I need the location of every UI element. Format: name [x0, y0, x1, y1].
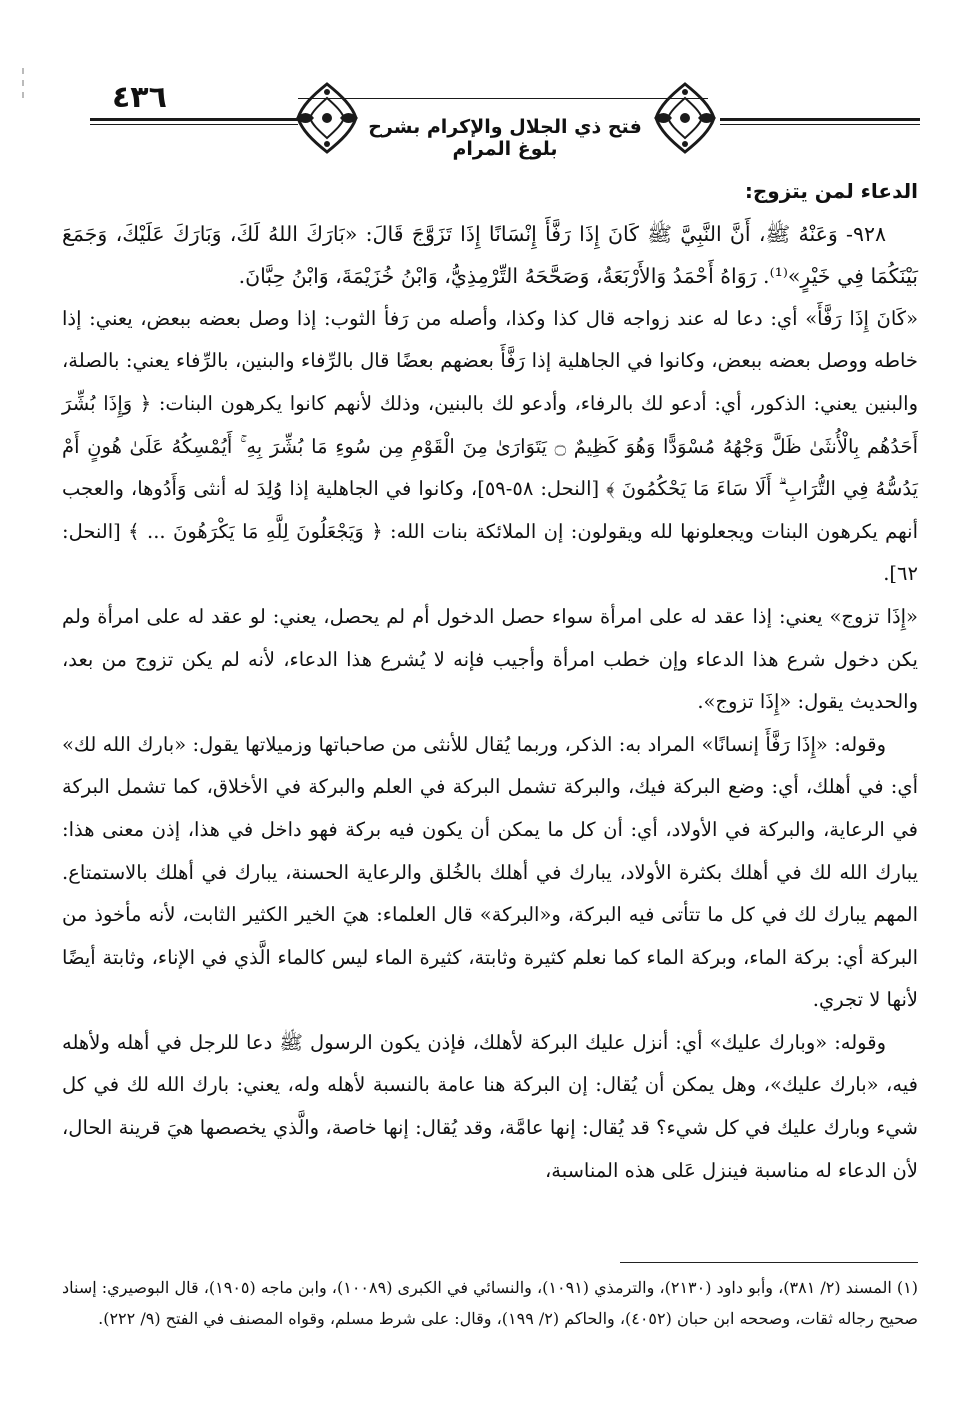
left-ornament-icon — [292, 78, 362, 158]
header-rule-left — [90, 118, 298, 121]
margin-marks — [20, 68, 26, 98]
page-number: ٤٣٦ — [112, 80, 167, 115]
page-header — [60, 78, 920, 158]
main-text — [62, 170, 918, 1192]
footnote-1: (١) المسند (٢/ ٣٨١)، وأبو داود (٢١٣٠)، والترمذي (١٠٩١)، والنسائي في الكبرى (١٠٠٨٩)، وابن ماجه (١٩٠٥)، قال البوصيري: إسناد صحيح رجاله ثقات، وصححه ابن حبان (٤٠٥٢)، والحاكم (٢/ ١٩٩)، وقال: على شرط مسلم، وقواه المصنف في الفتح (٩/ ٢٢٢). — [62, 1278, 919, 1328]
commentary-paragraph-4: وقوله: «وبارك عليك» أي: أنزل عليك البركة لأهلك، فإذن يكون الرسول ﷺ دعا للرجل في أهله ولأهله فيه، «بارك عليك»، وهل يمكن أن يُقال: إن البركة هنا عامة بالنسبة لأهله وله، يعني: بارك الله لك في كل شيء وبارك عليك في كل شيء؟ قد يُقال: إنها عامَّة، وقد يُقال: إنها خاصة، والَّذي يخصصها هيَ قرينة الحال، لأن الدعاء له مناسبة فينزل عَلى هذه المناسبة، — [62, 1030, 918, 1182]
footnote-divider — [620, 1262, 918, 1263]
section-title: الدعاء لمن يتزوج: — [744, 179, 918, 203]
right-ornament-icon — [650, 78, 720, 158]
footnotes — [62, 1272, 918, 1334]
hadith-text: ٩٢٨- وَعَنْهُ ﷺ، أَنَّ النَّبِيَّ ﷺ كَانَ إِذَا رَفَّأَ إِنْسَانًا إِذَا تَزَوَّجَ قَالَ: «بَارَكَ اللهُ لَكَ، وَبَارَكَ عَلَيْكَ، وَجَمَعَ بَيْنَكُمَا فِي خَيْرٍ»⁽¹⁾. رَوَاهُ أَحْمَدُ وَالأَرْبَعَةُ، وَصَحَّحَهُ التِّرْمِذِيُّ، وَابْنُ خُزَيْمَةَ، وَابْنُ حِبَّانَ. — [62, 221, 918, 289]
book-title: فتح ذي الجلال والإكرام بشرح بلوغ المرام — [368, 116, 642, 160]
commentary-paragraph-1: «كَانَ إِذَا رَفَّأَ» أي: دعا له عند زواجه قال كذا وكذا، وأصله من رَفأ الثوب: إذا وصل بعضه ببعض، يعني: إذا خاطه ووصل بعضه ببعض، وكانوا في الجاهلية إذا رَفَّأَ بعضهم بعضًا قال بالرِّفاء والبنين، بالرِّفاء يعني: بالصلة، والبنين يعني: الذكور، أي: أدعو لك بالرفاء، وأدعو لك بالبنين، وذلك لأنهم كانوا يكرهون البنات: ﴿ وَإِذَا بُشِّرَ أَحَدُهُم بِالْأُنثَىٰ ظَلَّ وَجْهُهُ مُسْوَدًّا وَهُوَ كَظِيمٌ ۝ يَتَوَارَىٰ مِنَ الْقَوْمِ مِن سُوءِ مَا بُشِّرَ بِهِ ۚ أَيُمْسِكُهُ عَلَىٰ هُونٍ أَمْ يَدُسُّهُ فِي التُّرَابِ ۗ أَلَا سَاءَ مَا يَحْكُمُونَ ﴾ [النحل: ٥٨-٥٩]، وكانوا في الجاهلية إذا وُلِدَ له أنثى وَأَدُوها، والعجب أنهم يكرهون البنات ويجعلونها لله ويقولون: إن الملائكة بنات الله: ﴿ وَيَجْعَلُونَ لِلَّهِ مَا يَكْرَهُونَ ... ﴾ [النحل: ٦٢]. — [62, 306, 918, 586]
commentary-paragraph-2: «إِذَا تزوج» يعني: إذا عقد له على امرأة سواء حصل الدخول أم لم يحصل، يعني: لو عقد له على امرأة ولم يكن دخول شرع هذا الدعاء وإن خطب امرأة وأجيب فإنه لا يُشرع هذا الدعاء، لأنه لم يكن تزوج من بعد، والحديث يقول: «إِذَا تزوج». — [62, 604, 918, 714]
header-rule-left-thin — [90, 124, 298, 125]
header-rule-right-thin — [720, 124, 920, 125]
commentary-paragraph-3: وقوله: «إِذَا رَفَّأَ إنسانًا» المراد به: الذكر، وربما يُقال للأنثى من صاحباتها وزميلاتها يقول: «بارك الله لك» أي: في أهلك، أي: وضع البركة فيك، والبركة تشمل البركة في العلم والبركة في الأخلاق، كما تشمل البركة في الرعاية، والبركة في الأولاد، أي: أن كل ما يمكن أن يكون فيه بركة فهو داخل في هذا، إذن معنى هذا: يبارك الله لك في أهلك بكثرة الأولاد، يبارك في أهلك بالخُلق والرعاية الحسنة، يبارك في أهلك بالاستمتاع. المهم يبارك لك في كل ما تتأتى فيه البركة، و«البركة» قال العلماء: هيَ الخير الكثير الثابت، لأنه مأخوذ من البركة أي: بركة الماء، وبركة الماء كما نعلم كثيرة وثابتة، كثيرة الماء ليس كالماء الَّذي في الإناء، وثابتة أيضًا لأنها لا تجري. — [62, 732, 918, 1012]
header-rule-right — [720, 118, 920, 121]
